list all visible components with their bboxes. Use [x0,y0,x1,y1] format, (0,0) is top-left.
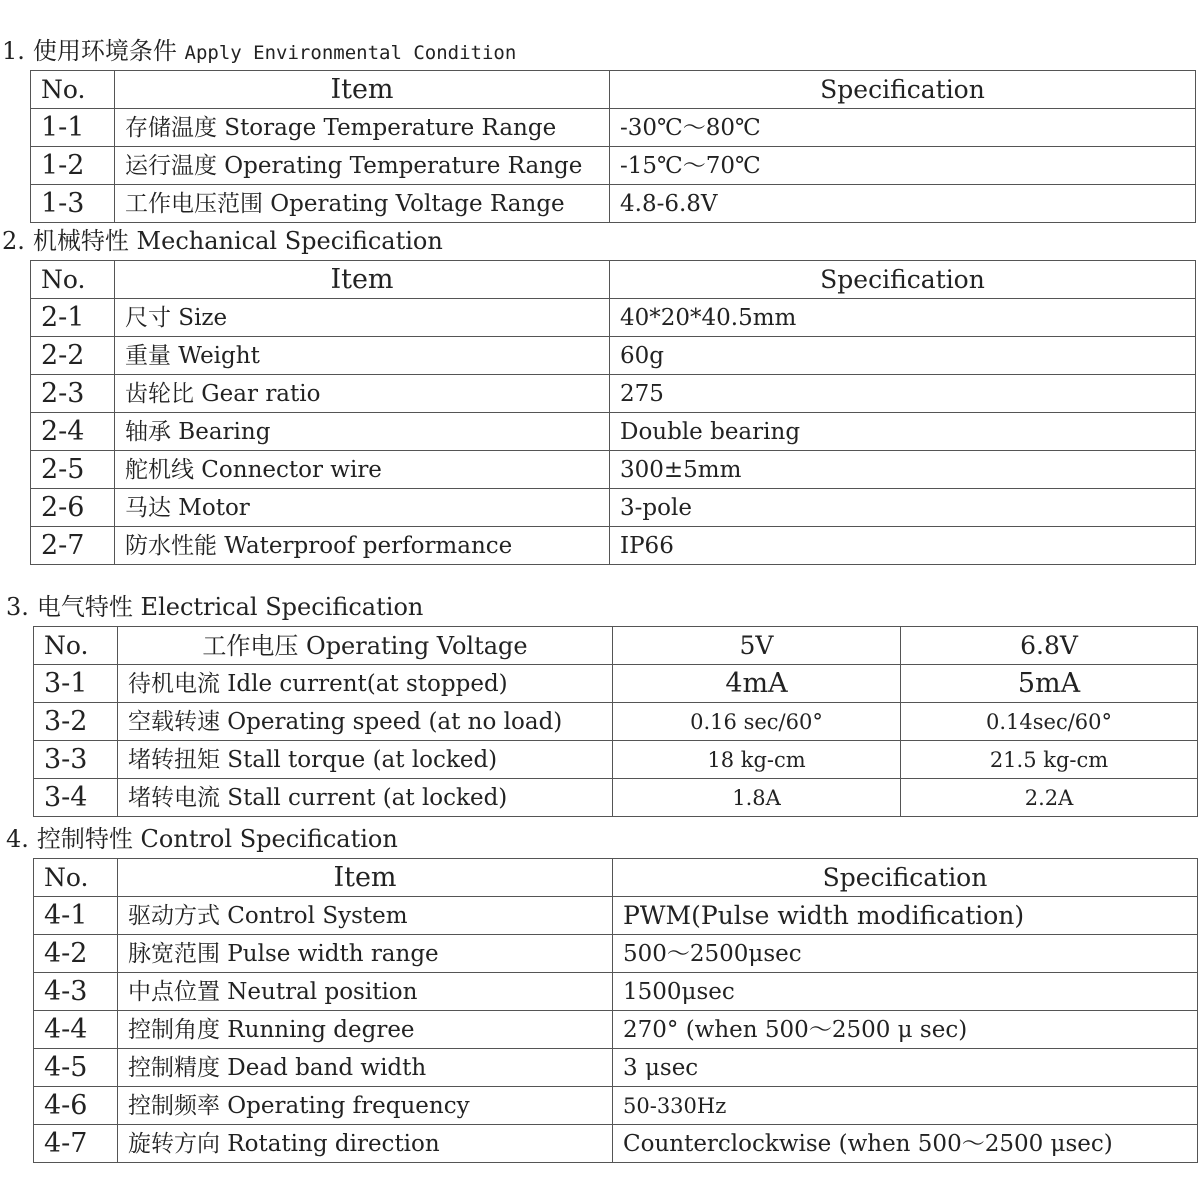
table-row [31,185,1196,223]
row-spec: 40*20*40.5mm [610,299,1196,337]
section-4-title-en: Control Specification [140,825,398,853]
table-row [34,665,1198,703]
row-no: 4-5 [34,1049,118,1087]
row-no: 2-3 [31,375,115,413]
table-header-row [34,859,1198,897]
row-value-6-8v: 2.2A [901,779,1198,817]
electrical-specification-table [33,626,1198,817]
header-no: No. [31,261,115,299]
row-no: 1-3 [31,185,115,223]
row-spec: 275 [610,375,1196,413]
row-item: 控制频率 Operating frequency [118,1087,613,1125]
row-spec: 1500μsec [613,973,1198,1011]
row-spec: 3-pole [610,489,1196,527]
header-specification: Specification [610,261,1196,299]
table-row [34,1125,1198,1163]
row-spec: Counterclockwise (when 500～2500 μsec) [613,1125,1198,1163]
row-spec: 300±5mm [610,451,1196,489]
row-no: 3-1 [34,665,118,703]
header-specification: Specification [613,859,1198,897]
row-no: 4-2 [34,935,118,973]
row-spec: 60g [610,337,1196,375]
row-value-5v: 1.8A [613,779,901,817]
section-3-title-cn: 电气特性 [36,593,133,621]
row-no: 2-5 [31,451,115,489]
row-item: 尺寸 Size [115,299,610,337]
row-no: 3-3 [34,741,118,779]
row-spec: Double bearing [610,413,1196,451]
table-row [31,413,1196,451]
row-item: 待机电流 Idle current(at stopped) [118,665,613,703]
row-spec: 3 μsec [613,1049,1198,1087]
mechanical-specification-table [30,260,1196,565]
header-no: No. [31,71,115,109]
row-value-5v: 18 kg-cm [613,741,901,779]
table-row [34,897,1198,935]
row-value-6-8v: 21.5 kg-cm [901,741,1198,779]
row-item: 控制精度 Dead band width [118,1049,613,1087]
row-item: 马达 Motor [115,489,610,527]
section-3-number: 3. [6,593,29,621]
header-no: No. [34,627,118,665]
section-1-title-cn: 使用环境条件 [32,37,177,65]
row-item: 驱动方式 Control System [118,897,613,935]
row-item: 堵转扭矩 Stall torque (at locked) [118,741,613,779]
row-no: 4-4 [34,1011,118,1049]
row-item: 舵机线 Connector wire [115,451,610,489]
row-item: 中点位置 Neutral position [118,973,613,1011]
header-item: Item [115,71,610,109]
section-4-title-cn: 控制特性 [36,825,133,853]
row-item: 轴承 Bearing [115,413,610,451]
row-item: 运行温度 Operating Temperature Range [115,147,610,185]
section-3-title-en: Electrical Specification [140,593,424,621]
row-no: 4-3 [34,973,118,1011]
row-item: 旋转方向 Rotating direction [118,1125,613,1163]
header-no: No. [34,859,118,897]
row-value-5v: 0.16 sec/60° [613,703,901,741]
table-row [34,1087,1198,1125]
table-row [31,147,1196,185]
header-voltage-6-8v: 6.8V [901,627,1198,665]
row-item: 空载转速 Operating speed (at no load) [118,703,613,741]
table-row [34,935,1198,973]
header-item: Item [118,859,613,897]
row-item: 重量 Weight [115,337,610,375]
row-item: 齿轮比 Gear ratio [115,375,610,413]
header-voltage-5v: 5V [613,627,901,665]
row-no: 4-7 [34,1125,118,1163]
row-spec: 50-330Hz [613,1087,1198,1125]
header-item: Item [115,261,610,299]
section-4-number: 4. [6,825,29,853]
row-no: 1-1 [31,109,115,147]
row-no: 2-4 [31,413,115,451]
table-row [34,973,1198,1011]
section-2-number: 2. [2,227,25,255]
row-spec: -15℃～70℃ [610,147,1196,185]
row-item: 控制角度 Running degree [118,1011,613,1049]
section-4-title [6,824,398,854]
table-header-row [31,261,1196,299]
section-1-title-en: Apply Environmental Condition [184,42,517,64]
row-no: 2-1 [31,299,115,337]
row-spec: 500～2500μsec [613,935,1198,973]
section-2-title-en: Mechanical Specification [136,227,443,255]
row-no: 2-6 [31,489,115,527]
row-no: 4-1 [34,897,118,935]
table-row [31,109,1196,147]
row-item: 脉宽范围 Pulse width range [118,935,613,973]
header-operating-voltage: 工作电压 Operating Voltage [118,627,613,665]
row-no: 2-7 [31,527,115,565]
table-header-row [31,71,1196,109]
row-value-6-8v: 0.14sec/60° [901,703,1198,741]
row-no: 3-4 [34,779,118,817]
table-row [34,1011,1198,1049]
row-value-6-8v: 5mA [901,665,1198,703]
section-2-title-cn: 机械特性 [32,227,129,255]
table-row [31,337,1196,375]
table-row [31,489,1196,527]
table-row [34,703,1198,741]
table-row [31,451,1196,489]
row-no: 1-2 [31,147,115,185]
row-spec: IP66 [610,527,1196,565]
table-header-row [34,627,1198,665]
row-value-5v: 4mA [613,665,901,703]
section-3-title [6,592,423,622]
header-specification: Specification [610,71,1196,109]
row-spec: -30℃～80℃ [610,109,1196,147]
row-no: 3-2 [34,703,118,741]
section-2-title [2,226,443,256]
row-item: 堵转电流 Stall current (at locked) [118,779,613,817]
control-specification-table [33,858,1198,1163]
row-spec: 4.8-6.8V [610,185,1196,223]
table-row [34,779,1198,817]
section-1-number: 1. [2,37,25,65]
table-row [31,527,1196,565]
table-row [31,375,1196,413]
table-row [34,741,1198,779]
row-spec: 270° (when 500～2500 μ sec) [613,1011,1198,1049]
environmental-condition-table [30,70,1196,223]
section-1-title [2,36,516,68]
row-no: 4-6 [34,1087,118,1125]
table-row [34,1049,1198,1087]
table-row [31,299,1196,337]
row-spec: PWM(Pulse width modification) [613,897,1198,935]
row-item: 工作电压范围 Operating Voltage Range [115,185,610,223]
row-item: 防水性能 Waterproof performance [115,527,610,565]
row-item: 存储温度 Storage Temperature Range [115,109,610,147]
row-no: 2-2 [31,337,115,375]
